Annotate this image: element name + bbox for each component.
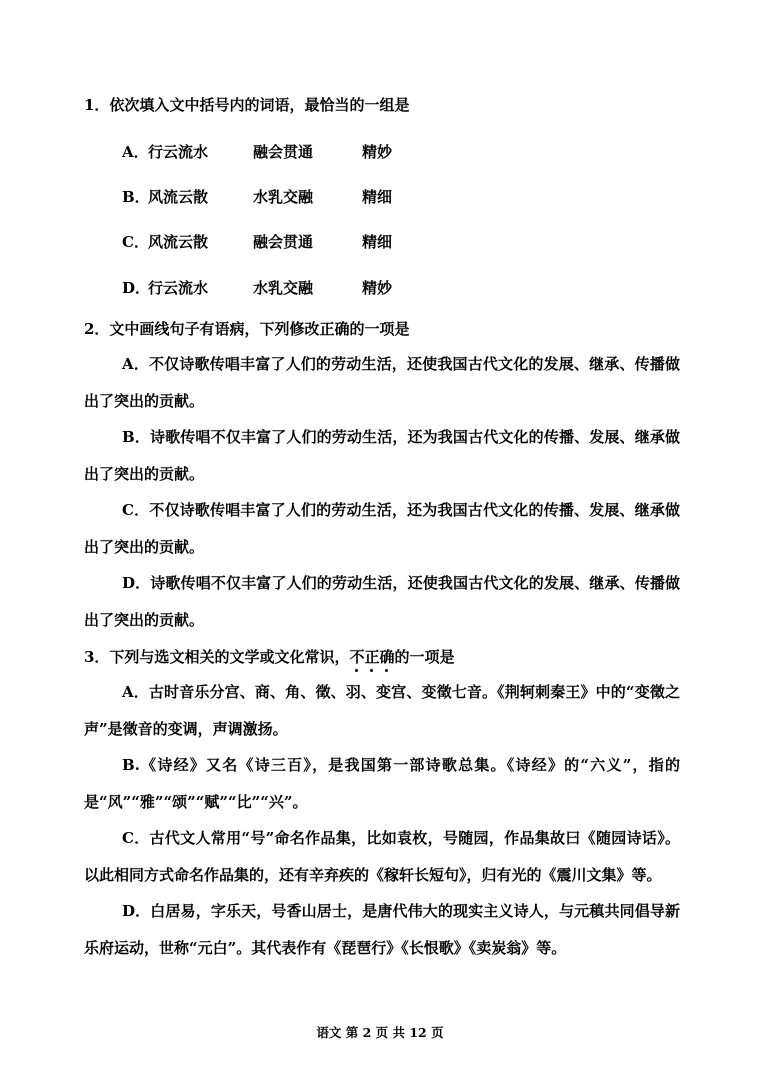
option-word-3: 精妙 <box>362 279 393 297</box>
q3-option-d: D．白居易，字乐天，号香山居士，是唐代伟大的现实主义诗人，与元稹共同倡导新乐府运动，世称“元白”。其代表作有《琵琶行》《长恨歌》《卖炭翁》等。 <box>84 902 680 957</box>
question-2-title: 2．文中画线句子有语病，下列修改正确的一项是 <box>84 320 410 338</box>
q2-option-a: A．不仅诗歌传唱丰富了人们的劳动生活，还使我国古代文化的发展、继承、传播做出了突出的贡献。 <box>84 355 680 410</box>
q2-option-d: D．诗歌传唱不仅丰富了人们的劳动生活，还使我国古代文化的发展、继承、传播做出了突出的贡献。 <box>84 574 680 629</box>
emphasis-char: 确 <box>379 648 395 666</box>
option-label: D． <box>122 279 151 297</box>
q2-option-b: B．诗歌传唱不仅丰富了人们的劳动生活，还为我国古代文化的传播、发展、继承做出了突出的贡献。 <box>84 428 680 483</box>
option-word-1: 行云流水 <box>148 143 209 161</box>
option-word-1: 风流云散 <box>148 188 209 206</box>
option-label: C． <box>122 233 149 251</box>
option-word-2: 融会贯通 <box>253 233 314 251</box>
q3-option-c: C．古代文人常用“号”命名作品集，比如袁枚，号随园，作品集故曰《随园诗话》。以此相同方式命名作品集的，还有辛弃疾的《稼轩长短句》，归有光的《震川文集》等。 <box>84 829 680 884</box>
title-text: 的一项是 <box>394 648 455 666</box>
option-word-1: 风流云散 <box>148 233 209 251</box>
option-label: B． <box>122 188 150 206</box>
emphasis-char: 正 <box>364 648 380 666</box>
option-word-2: 融会贯通 <box>253 143 314 161</box>
option-word-2: 水乳交融 <box>253 279 314 297</box>
question-1-title: 1．依次填入文中括号内的词语，最恰当的一组是 <box>84 96 410 114</box>
option-label: A． <box>122 143 149 161</box>
question-3-title <box>84 646 455 667</box>
option-word-3: 精细 <box>362 188 393 206</box>
title-text: 3．下列与选文相关的文学或文化常识， <box>84 648 350 666</box>
page-footer: 语文 第 2 页 共 12 页 <box>316 1025 444 1040</box>
option-word-3: 精妙 <box>362 143 393 161</box>
q3-option-a: A．古时音乐分宫、商、角、徵、羽、变宫、变徵七音。《荆轲刺秦王》中的“变徵之声”是徵音的变调，声调激扬。 <box>84 683 680 738</box>
q3-option-b: B.《诗经》又名《诗三百》，是我国第一部诗歌总集。《诗经》的“六义”，指的是“风”“雅”“颂”“赋”“比”“兴”。 <box>84 756 680 811</box>
option-word-3: 精细 <box>362 233 393 251</box>
emphasis-char: 不 <box>349 648 365 666</box>
option-word-1: 行云流水 <box>148 279 209 297</box>
q2-option-c: C．不仅诗歌传唱丰富了人们的劳动生活，还为我国古代文化的传播、发展、继承做出了突出的贡献。 <box>84 501 680 556</box>
option-word-2: 水乳交融 <box>253 188 314 206</box>
